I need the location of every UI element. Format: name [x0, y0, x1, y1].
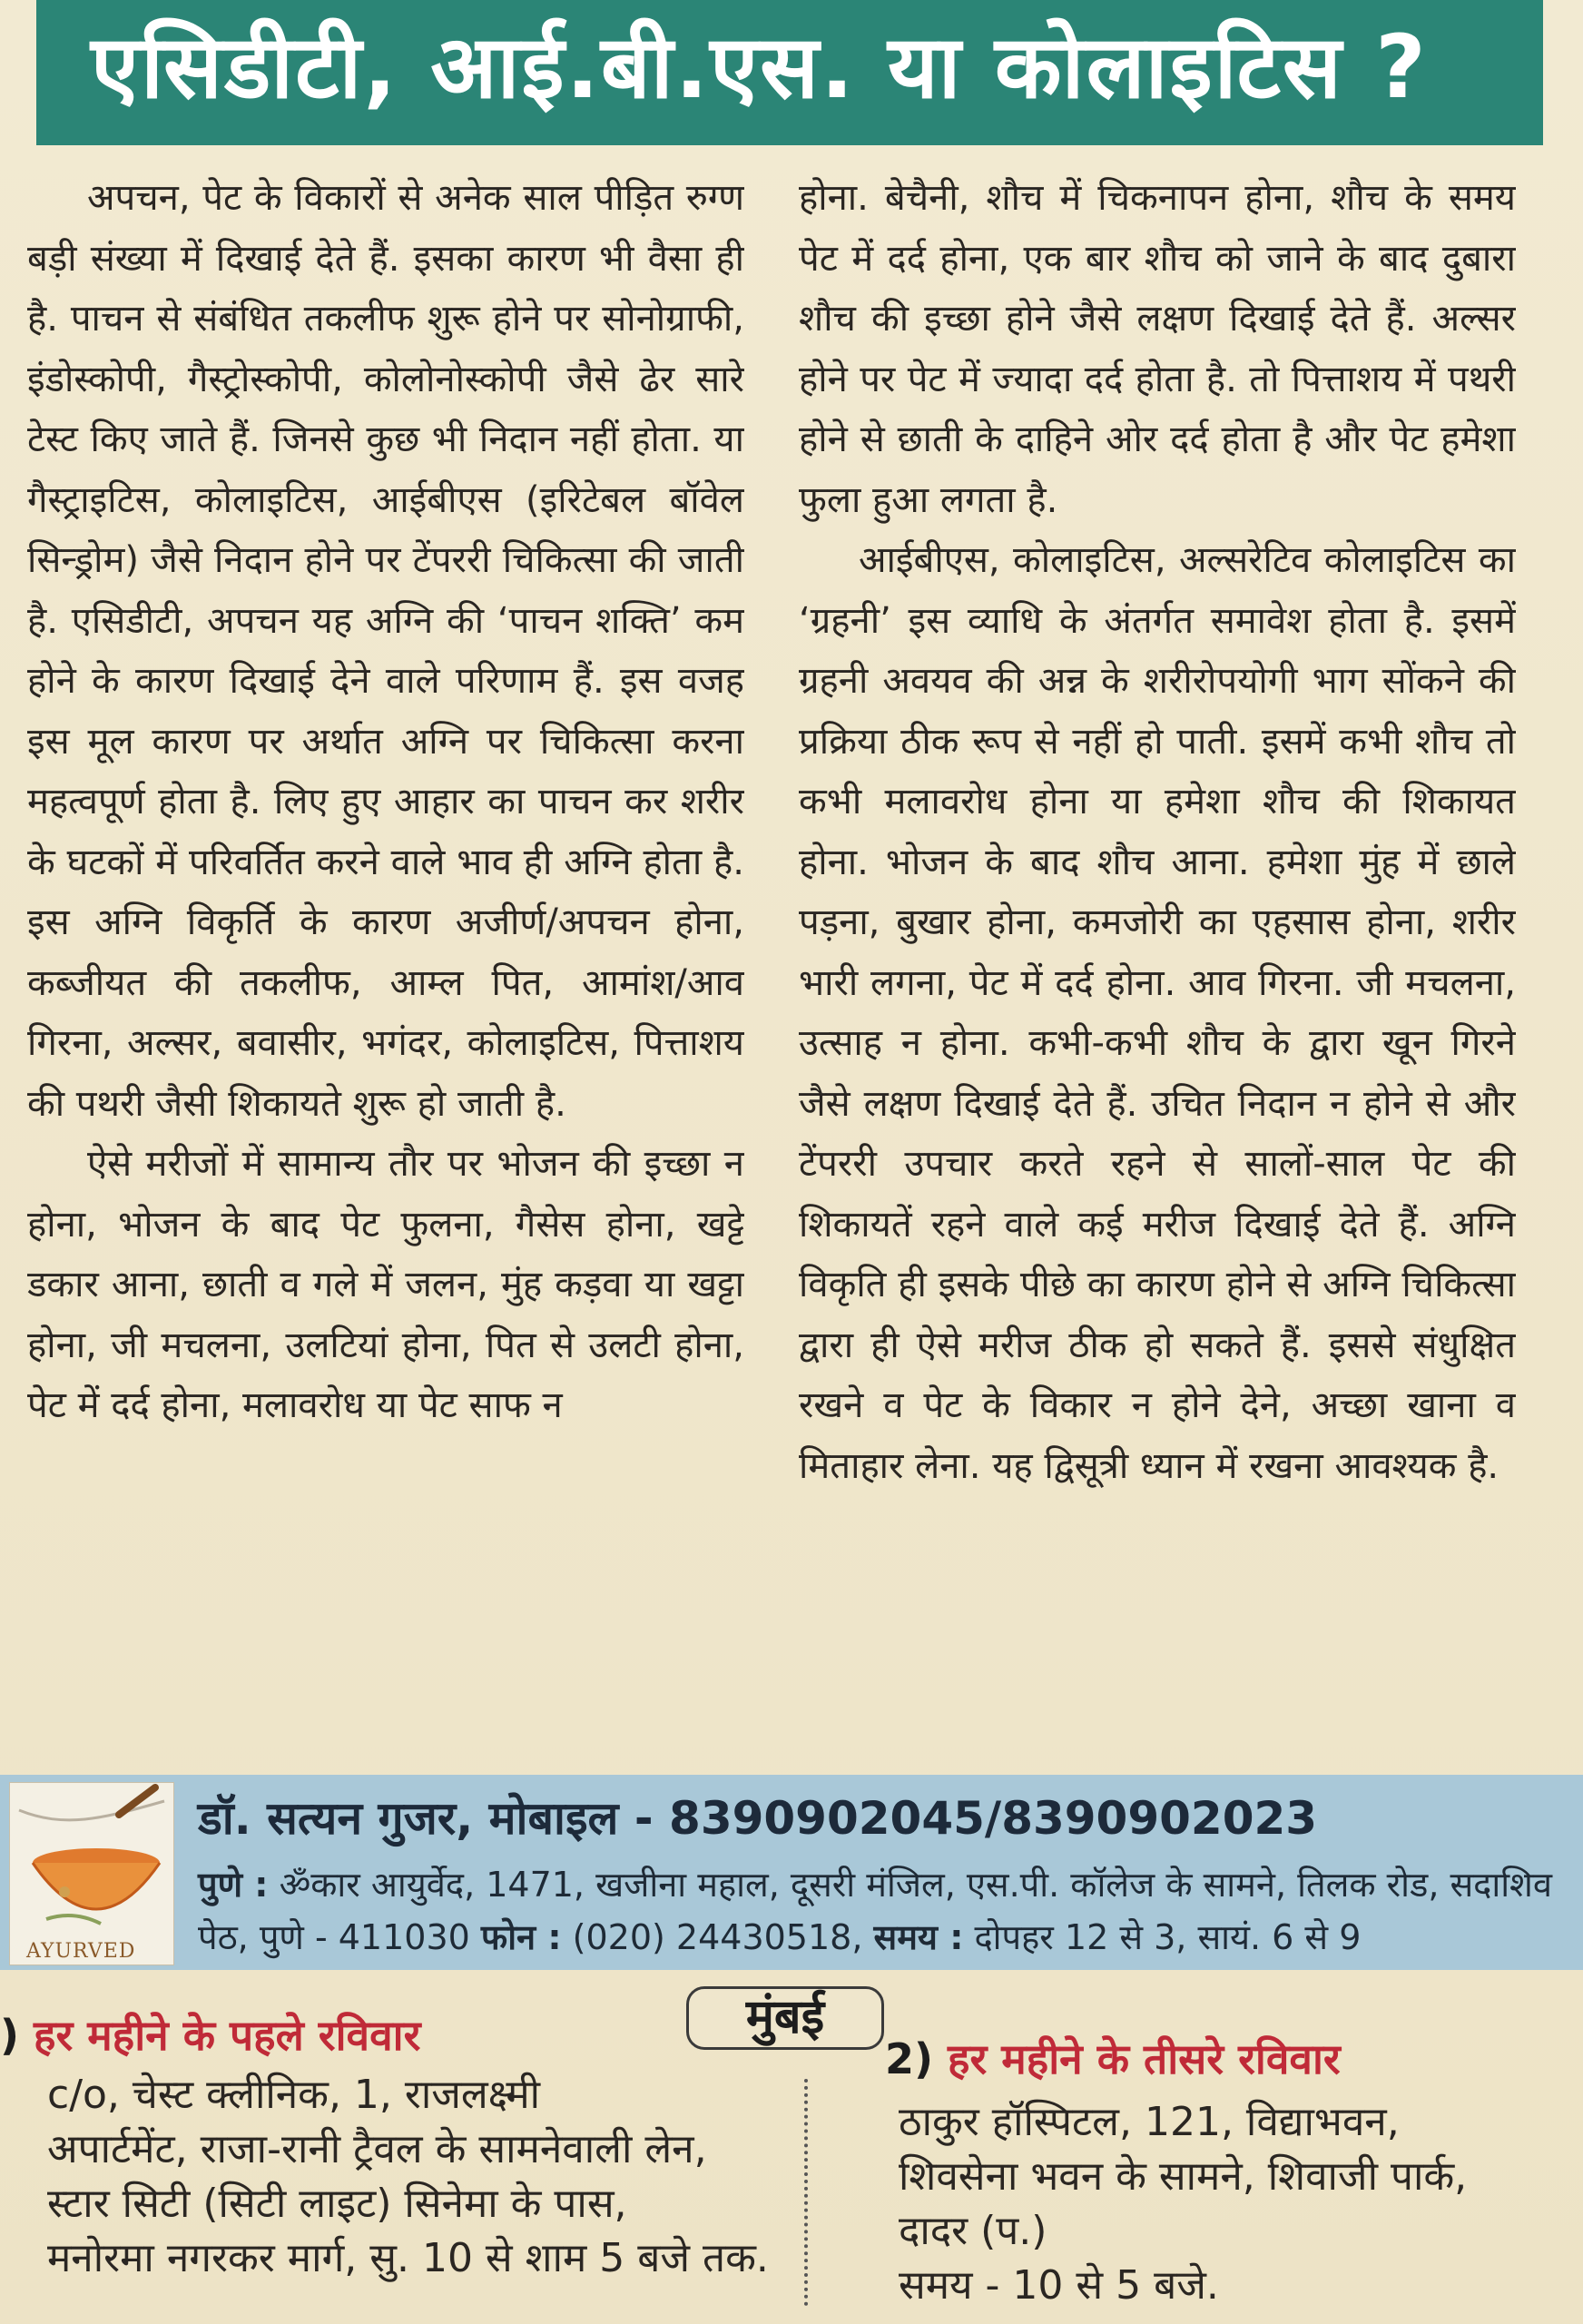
schedule-title: हर महीने के तीसरे रविवार [948, 2034, 1341, 2083]
article-column-right [799, 168, 1516, 1748]
schedule-address-2 [899, 2095, 1570, 2313]
address-line: दादर (प.) [899, 2208, 1047, 2254]
dotted-divider [804, 2079, 808, 2306]
article-paragraph: होना. बेचैनी, शौच में चिकनापन होना, शौच के समय पेट में दर्द होना, एक बार शौच को जाने के बाद दुबारा शौच की इच्छा होने जैसे लक्षण दिखाई देते हैं. अल्सर होने पर पेट में ज्यादा दर्द होता है. तो पित्ताशय में पथरी होने से छाती के दाहिने ओर दर्द होता है और पेट हमेशा फुला हुआ लगता है. [799, 177, 1516, 521]
headline-band [36, 0, 1543, 145]
doctor-contact-strip [0, 1775, 1583, 1970]
article-paragraph: अपचन, पेट के विकारों से अनेक साल पीड़ित रुग्ण बड़ी संख्या में दिखाई देते हैं. इसका कारण भी वैसा ही है. पाचन से संबंधित तकलीफ शुरू होने पर सोनोग्राफी, इंडोस्कोपी, गैस्ट्रोस्कोपी, कोलोनोस्कोपी जैसे ढेर सारे टेस्ट किए जाते हैं. जिनसे कुछ भी निदान नहीं होता. या गैस्ट्राइटिस, कोलाइटिस, आईबीएस (इरिटेबल बॉवेल सिन्ड्रोम) जैसे निदान होने पर टेंपररी चिकित्सा की जाती है. एसिडीटी, अपचन यह अग्नि की ‘पाचन शक्ति’ कम होने के कारण दिखाई देने वाले परिणाम हैं. इस वजह इस मूल कारण पर अर्थात अग्नि पर चिकित्सा करना महत्वपूर्ण होता है. लिए हुए आहार का पाचन कर शरीर के घटकों में परिवर्तित करने वाले भाव ही अग्नि होता है. इस अग्नि विकृर्ति के कारण अजीर्ण/अपचन होना, कब्जीयत की तकलीफ, आम्ल पित, आमांश/आव गिरना, अल्सर, बवासीर, भगंदर, कोलाइटिस, पित्ताशय की पथरी जैसी शिकायते शुरू हो जाती है. [27, 177, 744, 1125]
ayurved-logo [9, 1782, 174, 1965]
logo-caption: AYURVED [26, 1940, 136, 1963]
clinic-address: ॐकार आयुर्वेद, 1471, खजीना महाल, दूसरी मंजिल, एस.पी. कॉलेज के सामने, तिलक रोड, सदाशिव पेठ, पुणे - 411030 [198, 1865, 1553, 1957]
doctor-address [198, 1858, 1568, 1964]
city-label: पुणे : [198, 1865, 269, 1905]
phone-number: (020) 24430518, [572, 1917, 863, 1957]
address-line: स्टार सिटी (सिटी लाइट) सिनेमा के पास, [47, 2181, 627, 2227]
schedule-heading-2 [885, 2030, 1341, 2088]
article-paragraph: आईबीएस, कोलाइटिस, अल्सरेटिव कोलाइटिस का ‘ग्रहनी’ इस व्याधि के अंतर्गत समावेश होता है. इसमें ग्रहनी अवयव की अन्न के शरीरोपयोगी भाग सोंकने की प्रक्रिया ठीक रूप से नहीं हो पाती. इसमें कभी शौच तो कभी मलावरोध होना या हमेशा शौच की शिकायत होना. भोजन के बाद शौच आना. हमेशा मुंह में छाले पड़ना, बुखार होना, कमजोरी का एहसास होना, शरीर भारी लगना, पेट में दर्द होना. आव गिरना. जी मचलना, उत्साह न होना. कभी-कभी शौच के द्वारा खून गिरने जैसे लक्षण दिखाई देते हैं. उचित निदान न होने से और टेंपररी उपचार करते रहने से सालों-साल पेट की शिकायतें रहने वाले कई मरीज दिखाई देते हैं. अग्नि विकृति ही इसके पीछे का कारण होने से अग्नि चिकित्सा द्वारा ही ऐसे मरीज ठीक हो सकते हैं. इससे संधुक्षित रखने व पेट के विकार न होने देने, अच्छा खाना व मिताहार लेना. यह द्विसूत्री ध्यान में रखना आवश्यक है. [799, 539, 1516, 1487]
address-line: शिवसेना भवन के सामने, शिवाजी पार्क, [899, 2153, 1468, 2200]
doctor-name-mobile: डॉ. सत्यन गुजर, मोबाइल - 8390902045/8390902023 [198, 1792, 1318, 1845]
address-line: अपार्टमेंट, राजा-रानी ट्रैवल के सामनेवाली लेन, [47, 2126, 707, 2172]
schedule-address-1 [47, 2068, 792, 2286]
address-line: c/o, चेस्ट क्लीनिक, 1, राजलक्ष्मी [47, 2072, 541, 2118]
address-line: मनोरमा नगरकर मार्ग, सु. 10 से शाम 5 बजे तक. [47, 2235, 769, 2281]
schedule-number: 2) [885, 2034, 934, 2083]
mortar-bowl-icon [10, 1783, 173, 1937]
clinic-hours: दोपहर 12 से 3, सायं. 6 से 9 [974, 1917, 1362, 1957]
article-column-left [27, 168, 744, 1748]
schedule-title: हर महीने के पहले रविवार [34, 2011, 421, 2060]
schedule-heading-1 [0, 2006, 420, 2064]
address-line: ठाकुर हॉस्पिटल, 121, विद्याभवन, [899, 2099, 1400, 2145]
schedule-number: ) [0, 2011, 20, 2060]
headline: एसिडीटी, आई.बी.एस. या कोलाइटिस ? [91, 16, 1428, 118]
article-paragraph: ऐसे मरीजों में सामान्य तौर पर भोजन की इच्छा न होना, भोजन के बाद पेट फुलना, गैसेस होना, खट्टे डकार आना, छाती व गले में जलन, मुंह कड़वा या खट्टा होना, जी मचलना, उलटियां होना, पित से उलटी होना, पेट में दर्द होना, मलावरोध या पेट साफ न [27, 1143, 744, 1426]
time-label: समय : [873, 1917, 964, 1957]
address-line: समय - 10 से 5 बजे. [899, 2262, 1219, 2309]
mumbai-tag: मुंबई [686, 1986, 884, 2050]
phone-label: फोन : [480, 1917, 562, 1957]
